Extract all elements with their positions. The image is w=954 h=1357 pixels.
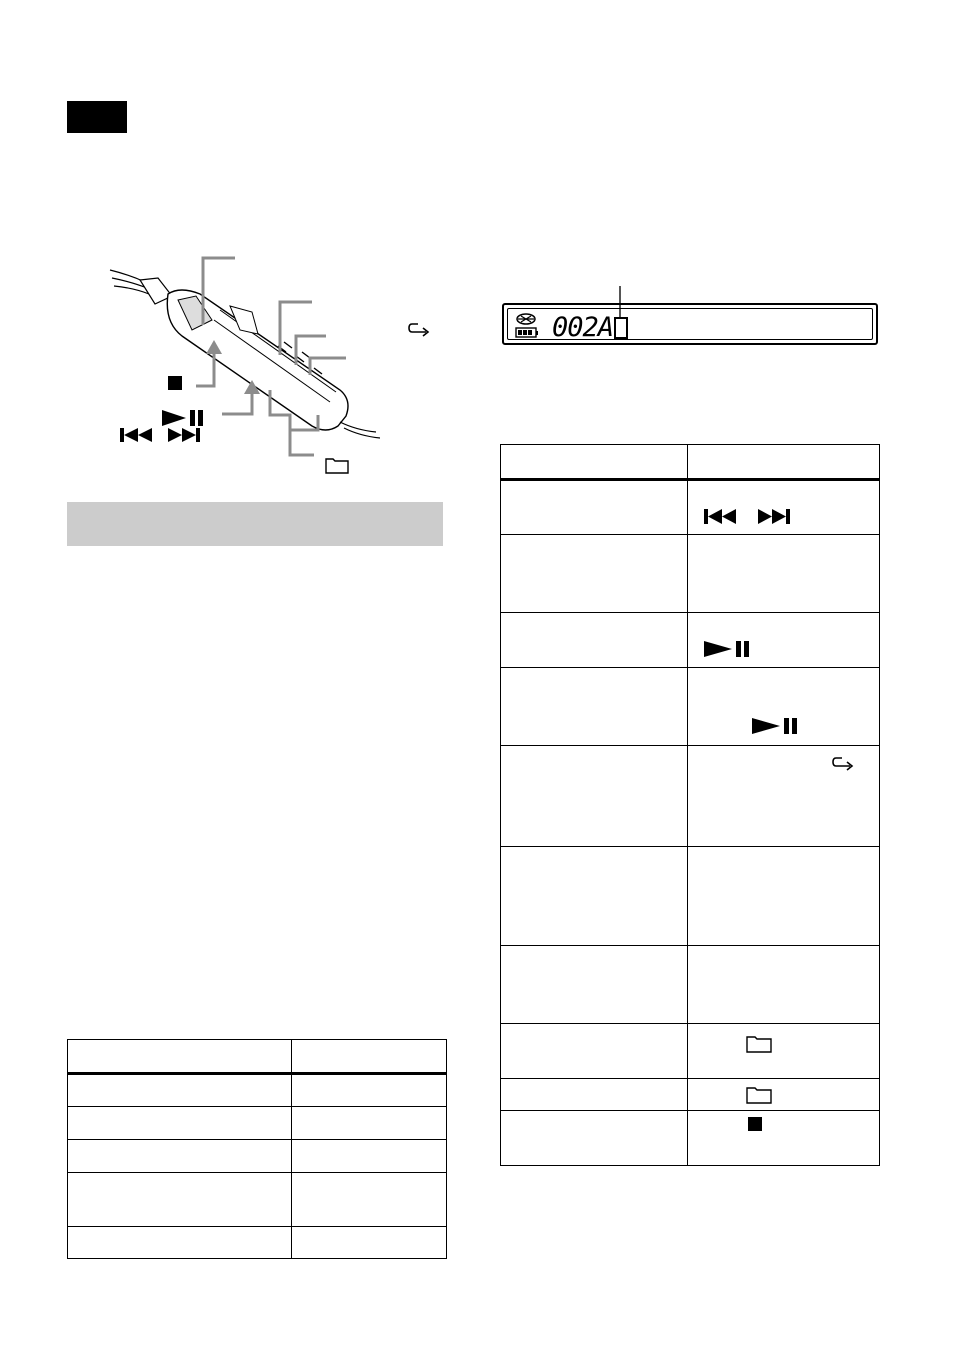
lcd-text: 002A	[552, 312, 614, 343]
table-cell	[688, 1111, 880, 1166]
section-tab	[67, 101, 127, 133]
table-header-row	[501, 445, 880, 480]
next-track-icon	[758, 509, 794, 524]
previous-track-icon	[120, 428, 156, 447]
table-cell	[501, 746, 688, 847]
table-cell	[501, 1024, 688, 1079]
table-cell	[68, 1074, 292, 1107]
next-track-icon	[168, 428, 204, 447]
header-cell	[68, 1040, 292, 1074]
table-cell	[501, 668, 688, 746]
table-cell	[292, 1074, 447, 1107]
table-row	[501, 668, 880, 746]
play-pause-icon	[704, 641, 750, 657]
table-row	[501, 1111, 880, 1166]
table-cell	[292, 1227, 447, 1259]
table-cell	[501, 480, 688, 535]
play-pause-icon	[752, 718, 798, 734]
table-cell	[501, 847, 688, 946]
table-row	[501, 480, 880, 535]
previous-track-icon	[704, 509, 740, 524]
stop-icon	[168, 376, 182, 395]
stop-icon	[748, 1117, 762, 1131]
table-cell	[688, 1079, 880, 1111]
header-cell	[292, 1040, 447, 1074]
table-row	[501, 535, 880, 613]
table-cell	[68, 1107, 292, 1140]
table-row	[68, 1074, 447, 1107]
header-cell	[688, 445, 880, 480]
folder-icon	[746, 1085, 772, 1104]
table-cell	[501, 946, 688, 1024]
left-table	[67, 1039, 447, 1259]
table-row	[501, 1079, 880, 1111]
table-row	[68, 1227, 447, 1259]
folder-icon	[746, 1034, 772, 1053]
table-cell	[688, 668, 880, 746]
right-table	[500, 444, 880, 1166]
repeat-icon	[832, 756, 854, 774]
table-cell	[688, 946, 880, 1024]
table-cell	[68, 1140, 292, 1173]
table-cell	[688, 847, 880, 946]
table-cell	[688, 613, 880, 668]
table-cell	[501, 1111, 688, 1166]
header-cell	[501, 445, 688, 480]
table-cell	[501, 1079, 688, 1111]
table-cell	[688, 535, 880, 613]
disc-icon	[515, 313, 543, 346]
table-cell	[68, 1227, 292, 1259]
table-row	[501, 613, 880, 668]
table-cell	[688, 1024, 880, 1079]
repeat-icon	[408, 322, 430, 345]
table-cell	[292, 1107, 447, 1140]
table-row	[501, 746, 880, 847]
table-row	[501, 847, 880, 946]
table-row	[501, 946, 880, 1024]
section-heading-band	[67, 502, 443, 546]
table-row	[501, 1024, 880, 1079]
table-cell	[501, 613, 688, 668]
folder-icon	[325, 456, 349, 479]
lcd-cursor	[614, 317, 628, 339]
lcd-frame	[507, 308, 873, 343]
table-cell	[501, 535, 688, 613]
table-cell	[292, 1140, 447, 1173]
table-row	[68, 1173, 447, 1227]
lcd-display	[502, 303, 878, 345]
table-header-row	[68, 1040, 447, 1074]
table-cell	[688, 746, 880, 847]
table-cell	[68, 1173, 292, 1227]
table-row	[68, 1107, 447, 1140]
table-cell	[292, 1173, 447, 1227]
table-row	[68, 1140, 447, 1173]
table-cell	[688, 480, 880, 535]
